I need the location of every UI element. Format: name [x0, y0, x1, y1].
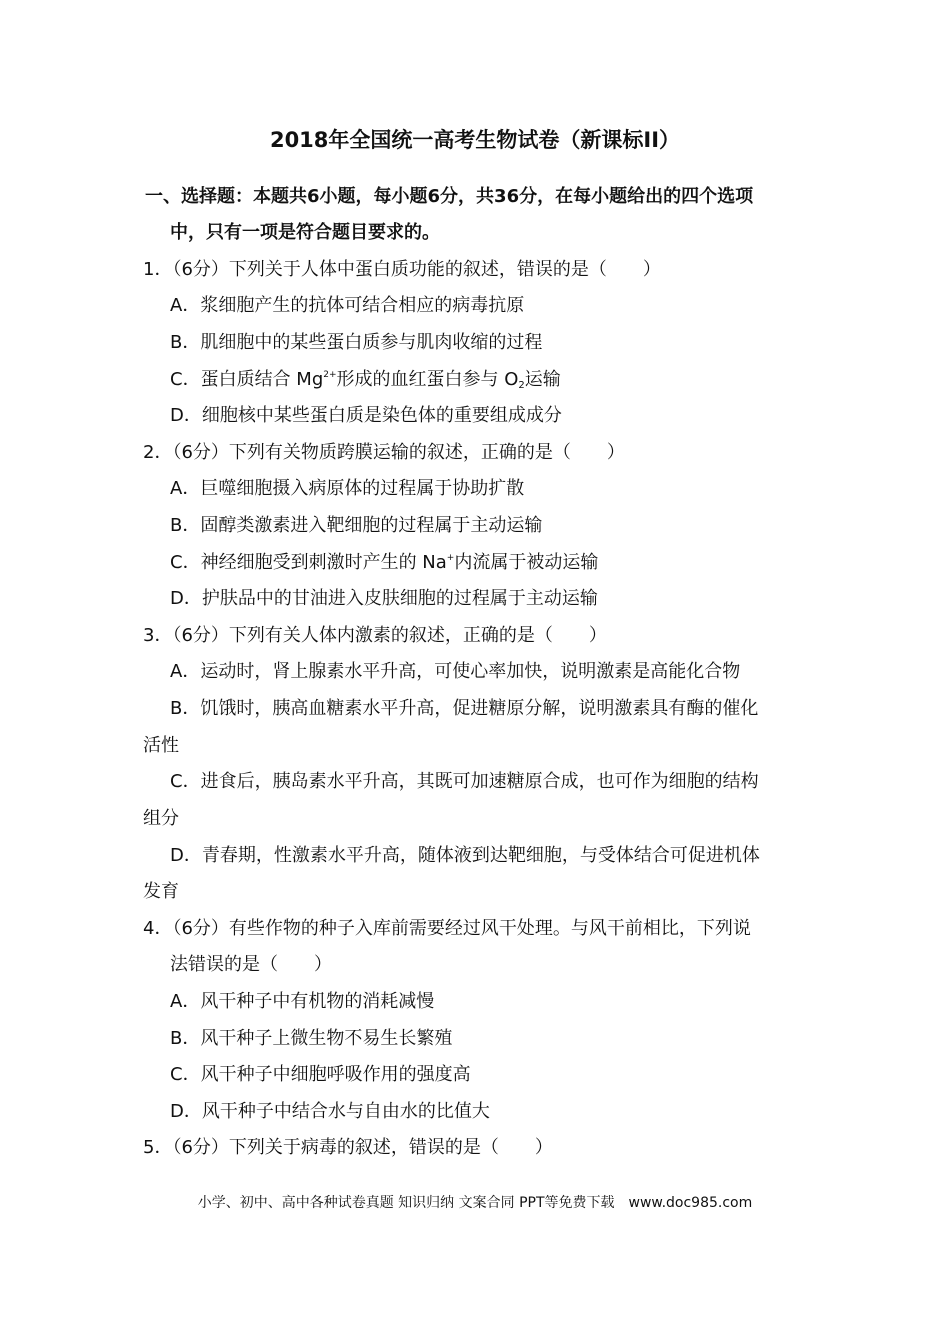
q2-option-a: A．巨噬细胞摄入病原体的过程属于协助扩散	[170, 478, 525, 499]
q2-option-c	[170, 548, 598, 574]
q2-c-post: 内流属于被动运输	[454, 552, 599, 573]
q4-option-b: B．风干种子上微生物不易生长繁殖	[170, 1028, 453, 1049]
q4-stem-line2: 法错误的是（ ）	[170, 954, 332, 975]
q2-option-b: B．固醇类激素进入靶细胞的过程属于主动运输	[170, 515, 543, 536]
q5-stem: 5．（6分）下列关于病毒的叙述，错误的是（ ）	[143, 1137, 553, 1158]
q4-option-a: A．风干种子中有机物的消耗减慢	[170, 991, 435, 1012]
q1-option-d: D．细胞核中某些蛋白质是染色体的重要组成成分	[170, 405, 562, 426]
section-heading-line2: 中，只有一项是符合题目要求的。	[170, 222, 440, 243]
q4-option-c: C．风干种子中细胞呼吸作用的强度高	[170, 1064, 471, 1085]
page-footer: 小学、初中、高中各种试卷真题 知识归纳 文案合同 PPT等免费下载 www.doc985.com	[197, 1195, 753, 1211]
q3-stem: 3．（6分）下列有关人体内激素的叙述，正确的是（ ）	[143, 625, 607, 646]
q3-option-b-line1: B．饥饿时，胰高血糖素水平升高，促进糖原分解，说明激素具有酶的催化	[170, 698, 759, 719]
q2-c-pre: C．神经细胞受到刺激时产生的 Na	[170, 552, 447, 573]
q4-stem-line1: 4．（6分）有些作物的种子入库前需要经过风干处理。与风干前相比，下列说	[143, 918, 751, 939]
q1-option-b: B．肌细胞中的某些蛋白质参与肌肉收缩的过程	[170, 332, 543, 353]
q3-option-d-line2: 发育	[143, 881, 179, 902]
q1-c-mid: 形成的血红蛋白参与 O	[336, 369, 519, 390]
page-title: 2018年全国统一高考生物试卷（新课标II）	[269, 128, 681, 152]
q3-option-b-line2: 活性	[143, 735, 179, 756]
q1-option-a: A．浆细胞产生的抗体可结合相应的病毒抗原	[170, 295, 525, 316]
q1-c-post: 运输	[524, 369, 561, 390]
q2-option-d: D．护肤品中的甘油进入皮肤细胞的过程属于主动运输	[170, 588, 598, 609]
q3-option-c-line1: C．进食后，胰岛素水平升高，其既可加速糖原合成，也可作为细胞的结构	[170, 771, 759, 792]
q1-c-pre: C．蛋白质结合 Mg	[170, 369, 324, 390]
q2-c-sup: +	[446, 553, 455, 563]
q4-option-d: D．风干种子中结合水与自由水的比值大	[170, 1101, 490, 1122]
q1-c-sub: 2	[518, 380, 525, 391]
section-heading-line1: 一、选择题：本题共6小题，每小题6分，共36分，在每小题给出的四个选项	[145, 186, 754, 207]
q1-c-sup: 2+	[323, 370, 337, 380]
q1-option-c	[170, 365, 561, 391]
q1-stem: 1．（6分）下列关于人体中蛋白质功能的叙述，错误的是（ ）	[143, 259, 661, 280]
q3-option-c-line2: 组分	[143, 808, 179, 829]
q3-option-d-line1: D．青春期，性激素水平升高，随体液到达靶细胞，与受体结合可促进机体	[170, 845, 760, 866]
q3-option-a: A．运动时，肾上腺素水平升高，可使心率加快，说明激素是高能化合物	[170, 661, 741, 682]
q2-stem: 2．（6分）下列有关物质跨膜运输的叙述，正确的是（ ）	[143, 442, 625, 463]
